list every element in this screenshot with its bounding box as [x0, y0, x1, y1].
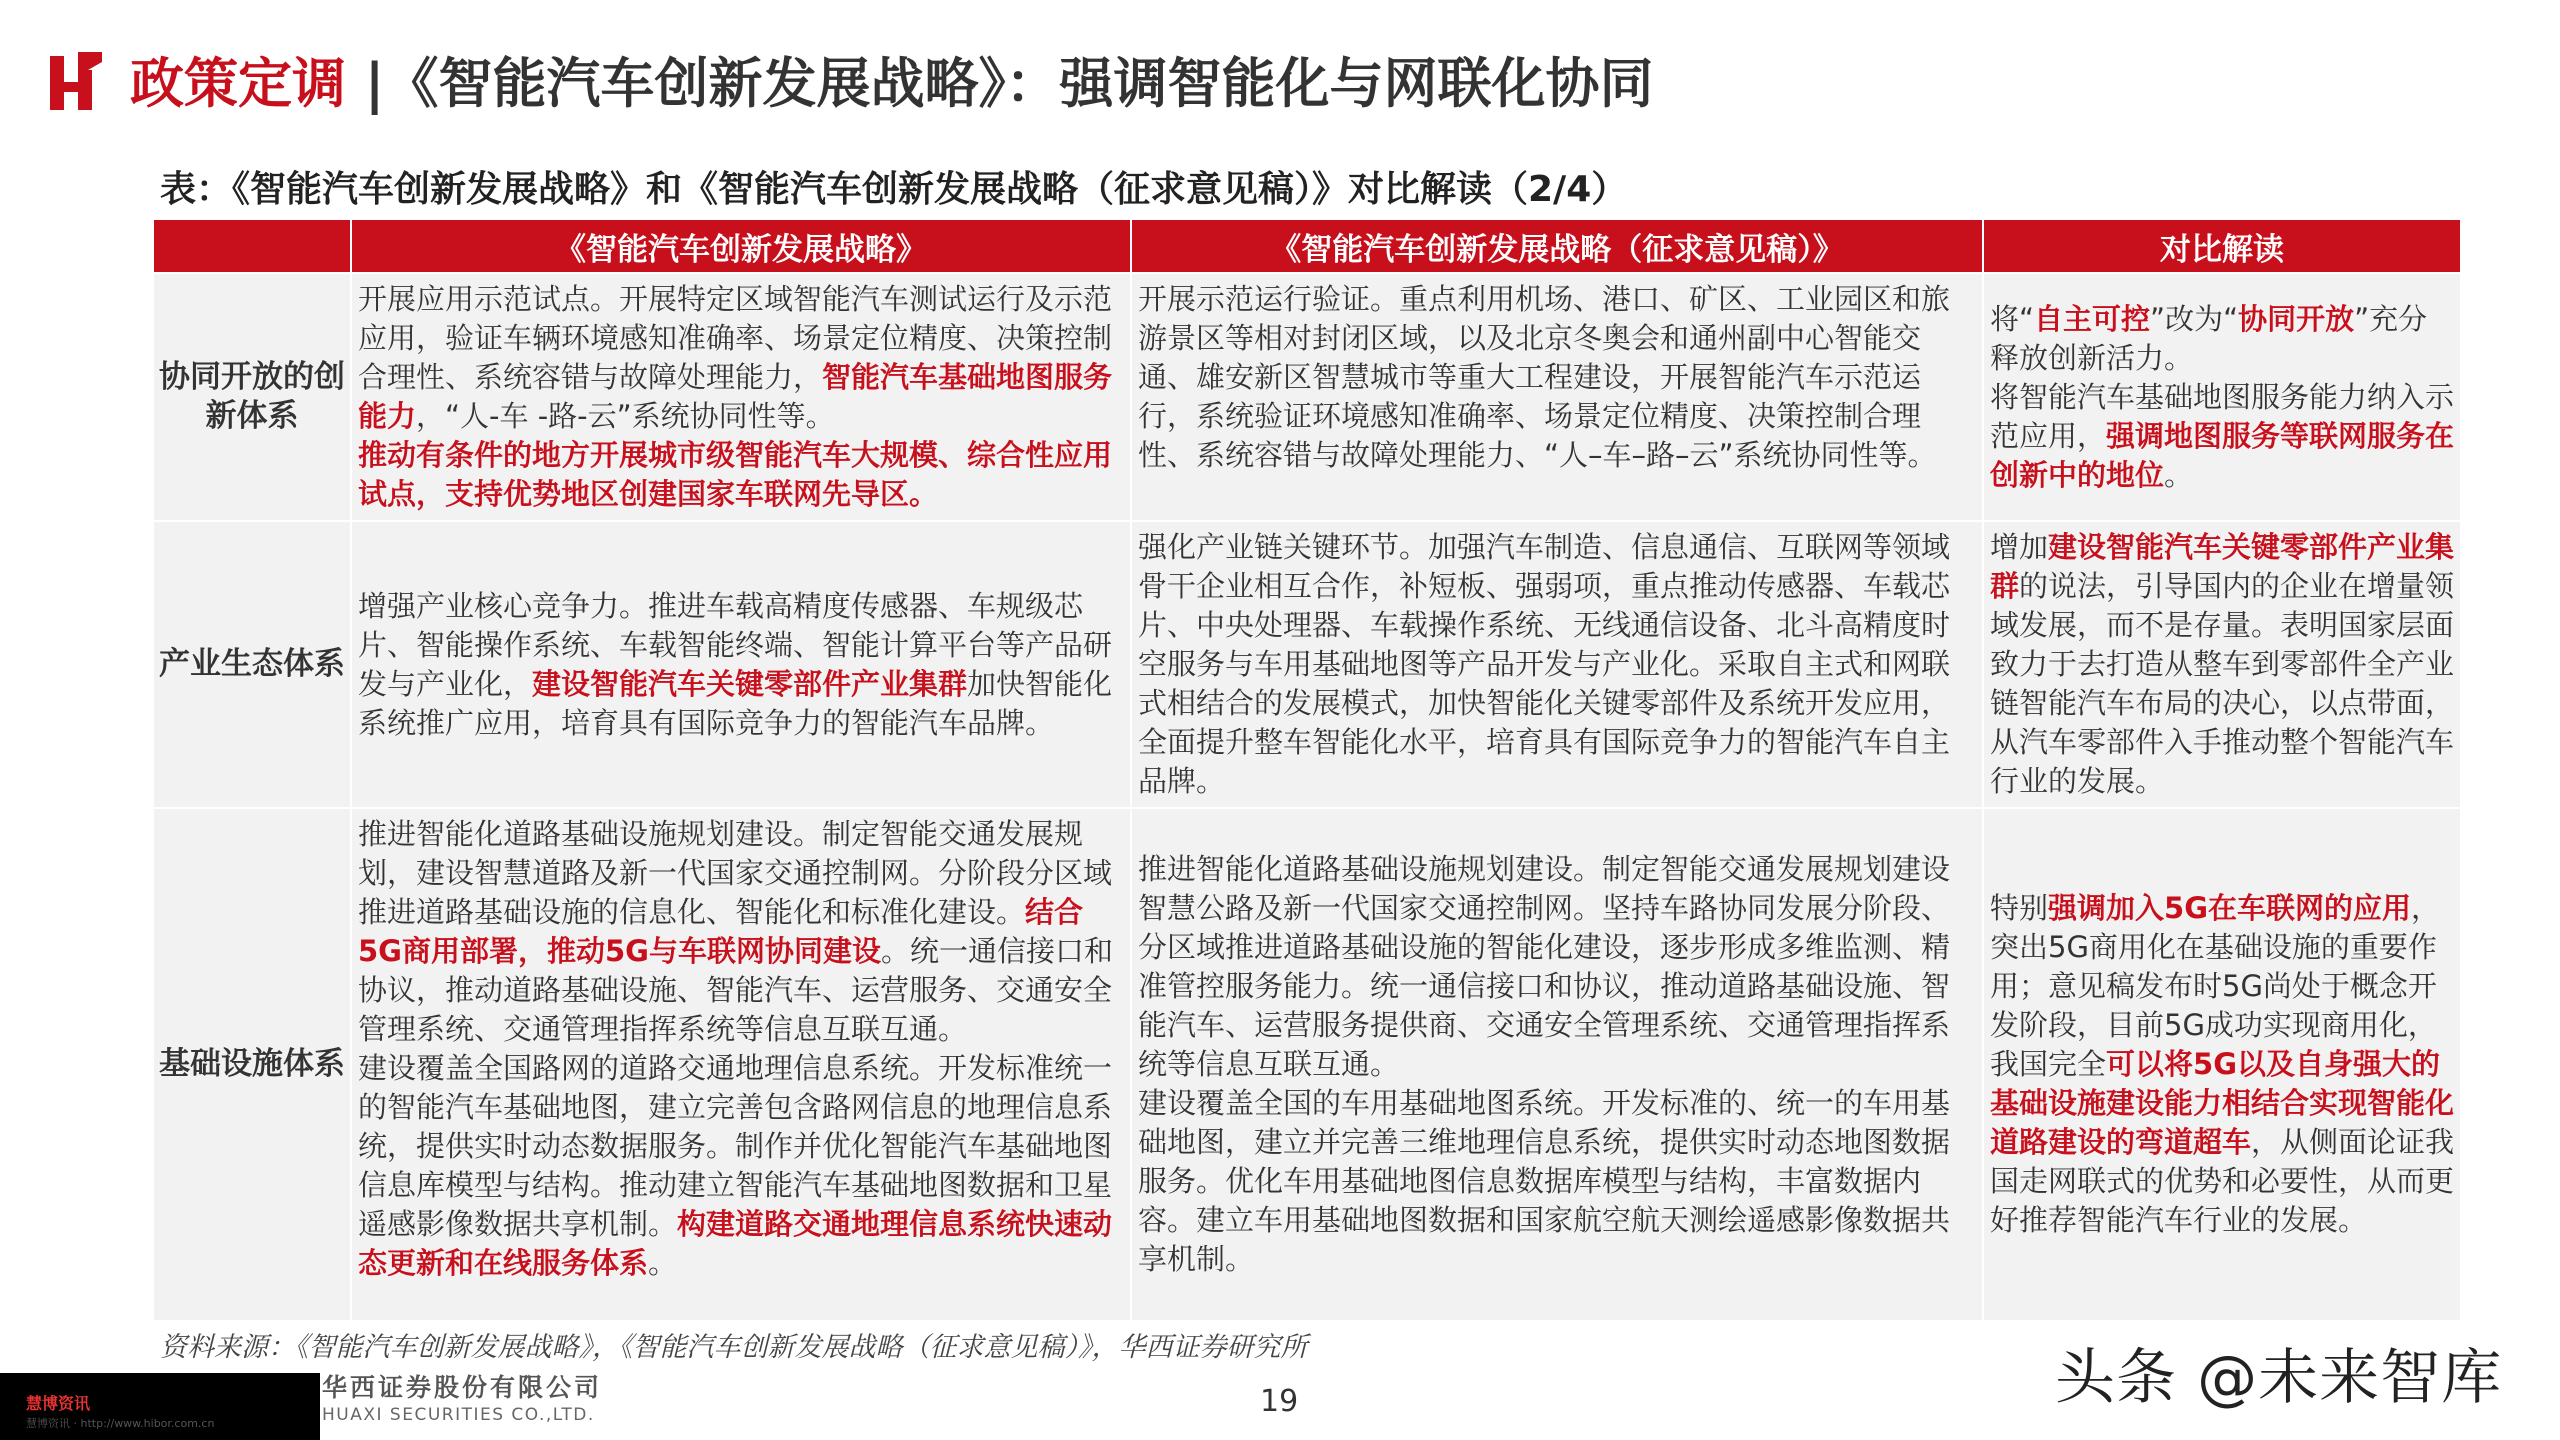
cell-analysis: [1983, 808, 2461, 1321]
table-header-row: [153, 219, 2461, 273]
page-title-text: |《智能汽车创新发展战略》：强调智能化与网联化协同: [346, 52, 1654, 115]
header-draft: 《智能汽车创新发展战略（征求意见稿）》: [1131, 219, 1983, 273]
watermark: 头条 @未来智库: [2055, 1343, 2503, 1413]
huaxi-logo-icon: [50, 52, 106, 110]
cell-highlight: 建设智能汽车关键零部件产业集群: [1990, 530, 2455, 603]
row-label-infrastructure: 基础设施体系: [153, 808, 351, 1321]
cell-text: 增加: [1990, 530, 2049, 564]
cell-text: 将智能汽车基础地图服务能力纳入示范应用，: [1990, 379, 2455, 453]
company-name-cn: 华西证券股份有限公司: [322, 1373, 603, 1402]
cell-text: 推进智能化道路基础设施规划建设。制定智能交通发展规划建设智慧公路及新一代国家交通控制网。坚持车路协同发展分阶段、分区域推进道路基础设施的智能化建设，逐步形成多维监测、精准管控服务能力。统一通信接口和协议，推动道路基础设施、智能汽车、运营服务提供商、交通安全管理系统、交通管理指挥系统等信息互联互通。: [1138, 852, 1951, 1081]
cell-text: ，从侧面论证我国走网联式的优势和必要性，从而更好推荐智能汽车行业的发展。: [1990, 1125, 2455, 1237]
cell-highlight: 结合5G商用部署，推动5G与车联网协同建设: [358, 895, 1084, 968]
cell-text: 建设覆盖全国路网的道路交通地理信息系统。开发标准统一的智能汽车基础地图，建立完善包含路网信息的地理信息系统，提供实时动态数据服务。制作并优化智能汽车基础地图信息库模型与结构。推动建立智能汽车基础地图数据和卫星遥感影像数据共享机制。: [358, 1051, 1113, 1241]
footer-tag-sub: 慧博资讯 · http://www.hibor.com.cn: [26, 1417, 215, 1430]
table-row: [153, 273, 2461, 521]
header-analysis: 对比解读: [1983, 219, 2461, 273]
cell-text: 开展应用示范试点。开展特定区域智能汽车测试运行及示范应用，验证车辆环境感知准确率、场景定位精度、决策控制合理性、系统容错与故障处理能力，: [358, 282, 1113, 394]
cell-text: 。统一通信接口和协议，推动道路基础设施、智能汽车、运营服务、交通安全管理系统、交通管理指挥系统等信息互联互通。: [358, 934, 1113, 1046]
cell-text: ，“人-车 -路-云”系统协同性等。: [416, 399, 835, 433]
cell-text: ，突出5G商用化在基础设施的重要作用；意见稿发布时5G尚处于概念开发阶段，目前5G成功实现商用化，我国完全: [1990, 891, 2441, 1081]
cell-text: 特别: [1990, 891, 2049, 925]
comparison-table: [152, 218, 2460, 1322]
cell-strategy: [351, 273, 1131, 521]
cell-highlight: 协同开放: [2238, 301, 2355, 336]
cell-text: 。: [2164, 457, 2194, 492]
cell-highlight: 智能汽车基础地图服务能力: [358, 360, 1113, 433]
cell-highlight: 可以将5G以及自身强大的基础设施建设能力相结合实现智能化道路建设的弯道超车: [1990, 1047, 2455, 1159]
cell-text: ”充分释放创新活力。: [1990, 301, 2428, 375]
cell-highlight: 构建道路交通地理信息系统快速动态更新和在线服务体系: [358, 1207, 1113, 1280]
company-logo-text: [322, 1372, 622, 1426]
cell-highlight: 自主可控: [2034, 301, 2151, 336]
footer-tag: 慧博资讯: [26, 1394, 91, 1413]
page-title: [130, 44, 1654, 124]
cell-strategy: [351, 521, 1131, 808]
table-row: [153, 521, 2461, 808]
cell-text: 推进智能化道路基础设施规划建设。制定智能交通发展规划，建设智慧道路及新一代国家交通控制网。分阶段分区域推进道路基础设施的信息化、智能化和标准化建设。: [358, 817, 1113, 929]
footer-brand-badge: [0, 1373, 320, 1440]
cell-text: 增强产业核心竞争力。推进车载高精度传感器、车规级芯片、智能操作系统、车载智能终端、智能计算平台等产品研发与产业化，: [358, 588, 1113, 701]
cell-text: 加快智能化系统推广应用，培育具有国际竞争力的智能汽车品牌。: [358, 666, 1113, 740]
cell-highlight: 建设智能汽车关键零部件产业集群: [532, 666, 968, 701]
cell-analysis: [1983, 521, 2461, 808]
row-label-innovation: 协同开放的创新体系: [153, 273, 351, 521]
cell-text: 将“: [1990, 301, 2035, 336]
cell-strategy: [351, 808, 1131, 1321]
cell-text: 强化产业链关键环节。加强汽车制造、信息通信、互联网等领域骨干企业相互合作，补短板、强弱项，重点推动传感器、车载芯片、中央处理器、车载操作系统、无线通信设备、北斗高精度时空服务与车用基础地图等产品开发与产业化。采取自主式和网联式相结合的发展模式，加快智能化关键零部件及系统开发应用，全面提升整车智能化水平，培育具有国际竞争力的智能汽车自主品牌。: [1138, 530, 1951, 798]
table-row: [153, 808, 2461, 1321]
cell-draft: [1131, 808, 1983, 1321]
cell-highlight: 强调地图服务等联网服务在创新中的地位: [1990, 418, 2455, 492]
table-caption: 表：《智能汽车创新发展战略》和《智能汽车创新发展战略（征求意见稿）》对比解读（2/4）: [160, 169, 1628, 210]
cell-text: 开展示范运行验证。重点利用机场、港口、矿区、工业园区和旅游景区等相对封闭区域，以及北京冬奥会和通州副中心智能交通、雄安新区智慧城市等重大工程建设，开展智能汽车示范运行，系统验证环境感知准确率、场景定位精度、决策控制合理性、系统容错与故障处理能力、“人–车–路–云”系统协同性等。: [1138, 282, 1951, 472]
cell-draft: [1131, 521, 1983, 808]
company-name-en: HUAXI SECURITIES CO.,LTD.: [322, 1405, 595, 1425]
header-corner: [153, 219, 351, 273]
cell-draft: [1131, 273, 1983, 521]
page-title-accent: 政策定调: [130, 52, 346, 115]
cell-highlight: 强调加入5G在车联网的应用: [2048, 891, 2411, 925]
cell-text: ”改为“: [2150, 301, 2239, 336]
header-strategy: 《智能汽车创新发展战略》: [351, 219, 1131, 273]
page-number: 19: [1260, 1384, 1299, 1419]
row-label-industry: 产业生态体系: [153, 521, 351, 808]
cell-text: 。: [648, 1246, 678, 1280]
cell-text: 的说法，引导国内的企业在增量领域发展，而不是存量。表明国家层面致力于去打造从整车到零部件全产业链智能汽车布局的决心，以点带面，从汽车零部件入手推动整个智能汽车行业的发展。: [1990, 569, 2455, 798]
source-note: 资料来源：《智能汽车创新发展战略》，《智能汽车创新发展战略（征求意见稿）》，华西证券研究所: [160, 1332, 1308, 1363]
cell-highlight: 推动有条件的地方开展城市级智能汽车大规模、综合性应用试点，支持优势地区创建国家车联网先导区。: [358, 438, 1113, 511]
cell-text: 建设覆盖全国的车用基础地图系统。开发标准的、统一的车用基础地图，建立并完善三维地理信息系统，提供实时动态地图数据服务。优化车用基础地图信息数据库模型与结构，丰富数据内容。建立车用基础地图数据和国家航空航天测绘遥感影像数据共享机制。: [1138, 1086, 1951, 1276]
cell-analysis: [1983, 273, 2461, 521]
